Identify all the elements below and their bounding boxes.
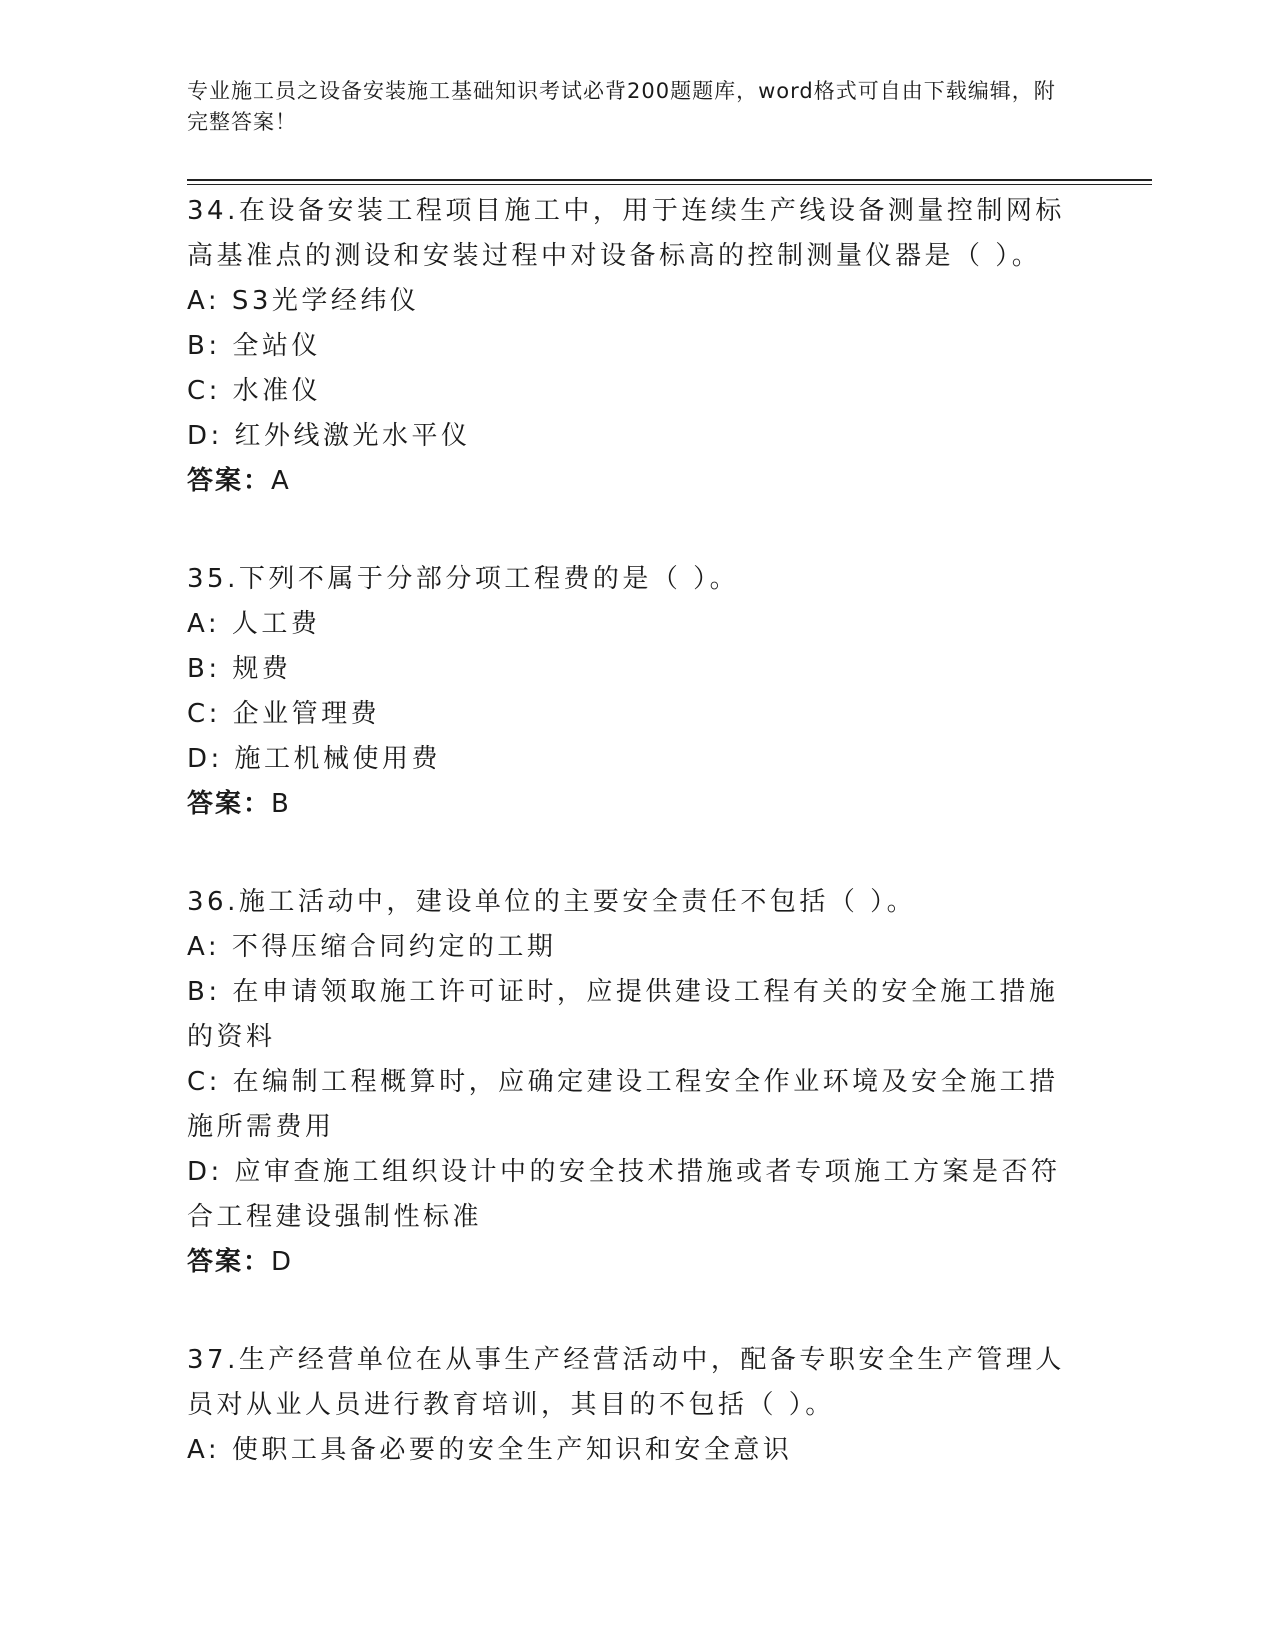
answer-label: 答案： <box>187 1247 272 1277</box>
header-text: 专业施工员之设备安装施工基础知识考试必背200题题库，word格式可自由下载编辑，附完整答案！ <box>187 79 1056 134</box>
answer-label: 答案： <box>187 789 272 819</box>
option-b: B: 规费 <box>187 654 292 684</box>
option-c: C: 水准仪 <box>187 376 322 406</box>
answer-value: B <box>271 789 291 819</box>
answer-value: A <box>271 466 291 496</box>
question-list <box>187 189 1077 1526</box>
option-d: D: 红外线激光水平仪 <box>187 421 471 451</box>
option-c: C: 企业管理费 <box>187 699 381 729</box>
question-stem: 37.生产经营单位在从事生产经营活动中，配备专职安全生产管理人员对从业人员进行教育培训，其目的不包括（ ）。 <box>187 1345 1065 1420</box>
option-d: D: 应审查施工组织设计中的安全技术措施或者专项施工方案是否符合工程建设强制性标准 <box>187 1157 1061 1232</box>
question-stem: 35.下列不属于分部分项工程费的是（ ）。 <box>187 564 740 594</box>
question-37 <box>187 1338 1077 1473</box>
header-divider-thin <box>187 184 1152 185</box>
question-34 <box>187 189 1077 504</box>
header-divider-thick <box>187 179 1152 181</box>
option-a: A: 使职工具备必要的安全生产知识和安全意识 <box>187 1435 793 1465</box>
option-b: B: 在申请领取施工许可证时，应提供建设工程有关的安全施工措施的资料 <box>187 977 1059 1052</box>
answer-line <box>187 459 1077 504</box>
question-stem: 36.施工活动中，建设单位的主要安全责任不包括（ ）。 <box>187 887 917 917</box>
option-d: D: 施工机械使用费 <box>187 744 442 774</box>
option-b: B: 全站仪 <box>187 331 321 361</box>
question-35 <box>187 557 1077 827</box>
answer-value: D <box>271 1247 294 1277</box>
question-36 <box>187 880 1077 1285</box>
option-a: A: S3光学经纬仪 <box>187 286 420 316</box>
option-a: A: 不得压缩合同约定的工期 <box>187 932 557 962</box>
option-c: C: 在编制工程概算时，应确定建设工程安全作业环境及安全施工措施所需费用 <box>187 1067 1059 1142</box>
answer-line <box>187 782 1077 827</box>
option-a: A: 人工费 <box>187 609 321 639</box>
answer-line <box>187 1240 1077 1285</box>
answer-label: 答案： <box>187 466 272 496</box>
question-stem: 34.在设备安装工程项目施工中，用于连续生产线设备测量控制网标高基准点的测设和安装过程中对设备标高的控制测量仪器是（ ）。 <box>187 196 1065 271</box>
document-header <box>187 76 1067 138</box>
